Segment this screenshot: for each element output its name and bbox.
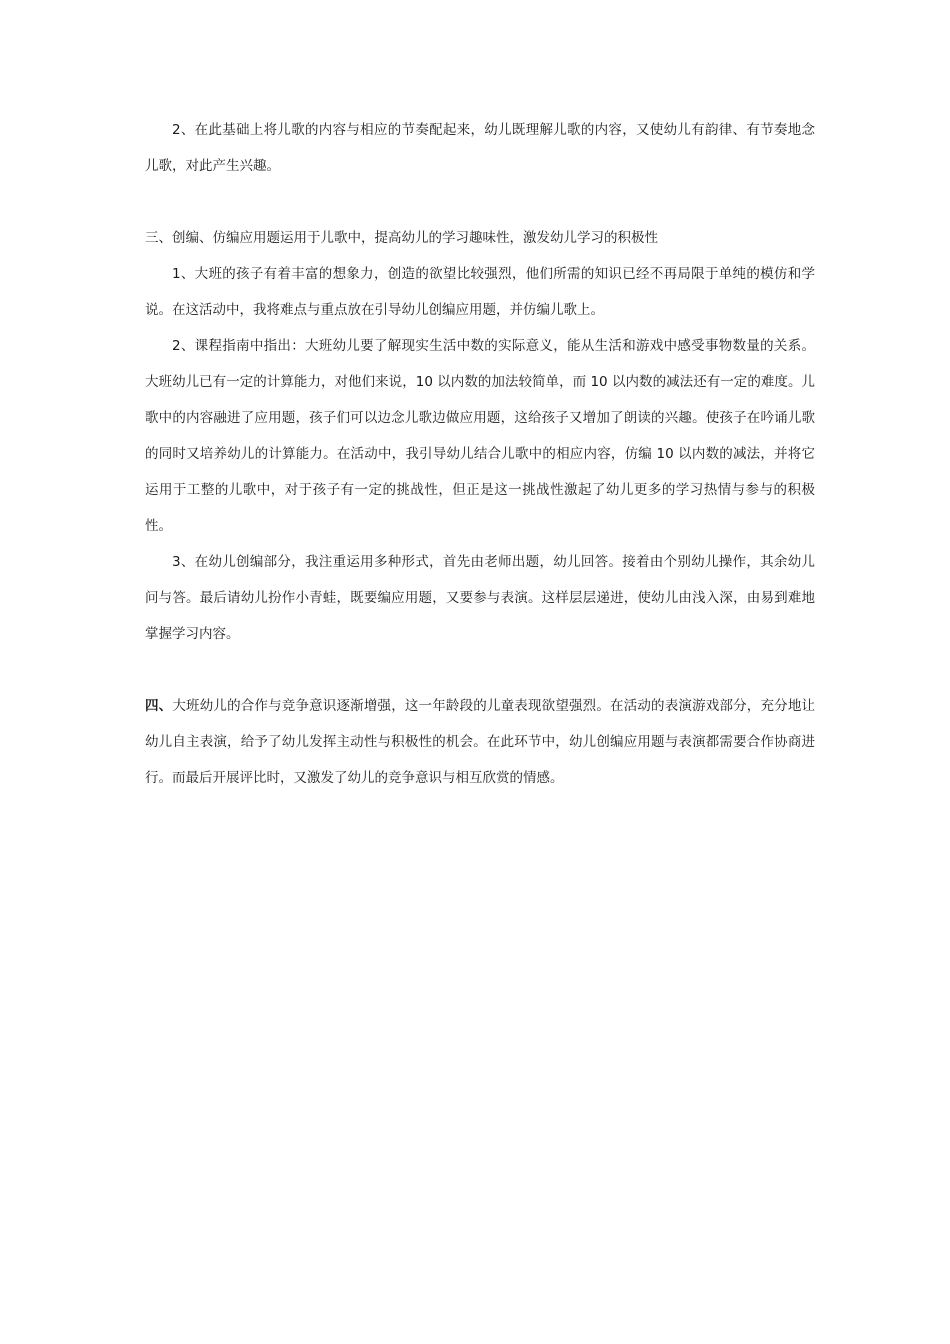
section-4-paragraph <box>145 688 815 796</box>
section-4-label: 四、 <box>145 698 173 714</box>
paragraph-3-2: 2、课程指南中指出：大班幼儿要了解现实生活中数的实际意义，能从生活和游戏中感受事物数量的关系。大班幼儿已有一定的计算能力，对他们来说，10 以内数的加法较简单，而 10 以内数的减法还有一定的难度。儿歌中的内容融进了应用题，孩子们可以边念儿歌边做应用题，这给孩子又增加了朗读的兴趣。使孩子在吟诵儿歌的同时又培养幼儿的计算能力。在活动中，我引导幼儿结合儿歌中的相应内容，仿编 10 以内数的减法，并将它运用于工整的儿歌中，对于孩子有一定的挑战性，但正是这一挑战性激起了幼儿更多的学习热情与参与的积极性。 <box>145 338 815 534</box>
spacer <box>145 184 815 220</box>
section-heading-3: 三、创编、仿编应用题运用于儿歌中，提高幼儿的学习趣味性，激发幼儿学习的积极性 <box>145 230 658 246</box>
spacer <box>145 652 815 688</box>
paragraph-3-3: 3、在幼儿创编部分，我注重运用多种形式，首先由老师出题，幼儿回答。接着由个别幼儿操作，其余幼儿问与答。最后请幼儿扮作小青蛙，既要编应用题，又要参与表演。这样层层递进，使幼儿由浅入深，由易到难地掌握学习内容。 <box>145 554 815 642</box>
paragraph-3-1: 1、大班的孩子有着丰富的想象力，创造的欲望比较强烈，他们所需的知识已经不再局限于单纯的模仿和学说。在这活动中，我将难点与重点放在引导幼儿创编应用题，并仿编儿歌上。 <box>145 266 815 318</box>
section-4-body: 大班幼儿的合作与竞争意识逐渐增强，这一年龄段的儿童表现欲望强烈。在活动的表演游戏部分，充分地让幼儿自主表演，给予了幼儿发挥主动性与积极性的机会。在此环节中，幼儿创编应用题与表演都需要合作协商进行。而最后开展评比时，又激发了幼儿的竞争意识与相互欣赏的情感。 <box>145 698 816 786</box>
document-body <box>145 112 815 796</box>
paragraph-2-rhythm: 2、在此基础上将儿歌的内容与相应的节奏配起来，幼儿既理解儿歌的内容，又使幼儿有韵律、有节奏地念儿歌，对此产生兴趣。 <box>145 122 815 174</box>
